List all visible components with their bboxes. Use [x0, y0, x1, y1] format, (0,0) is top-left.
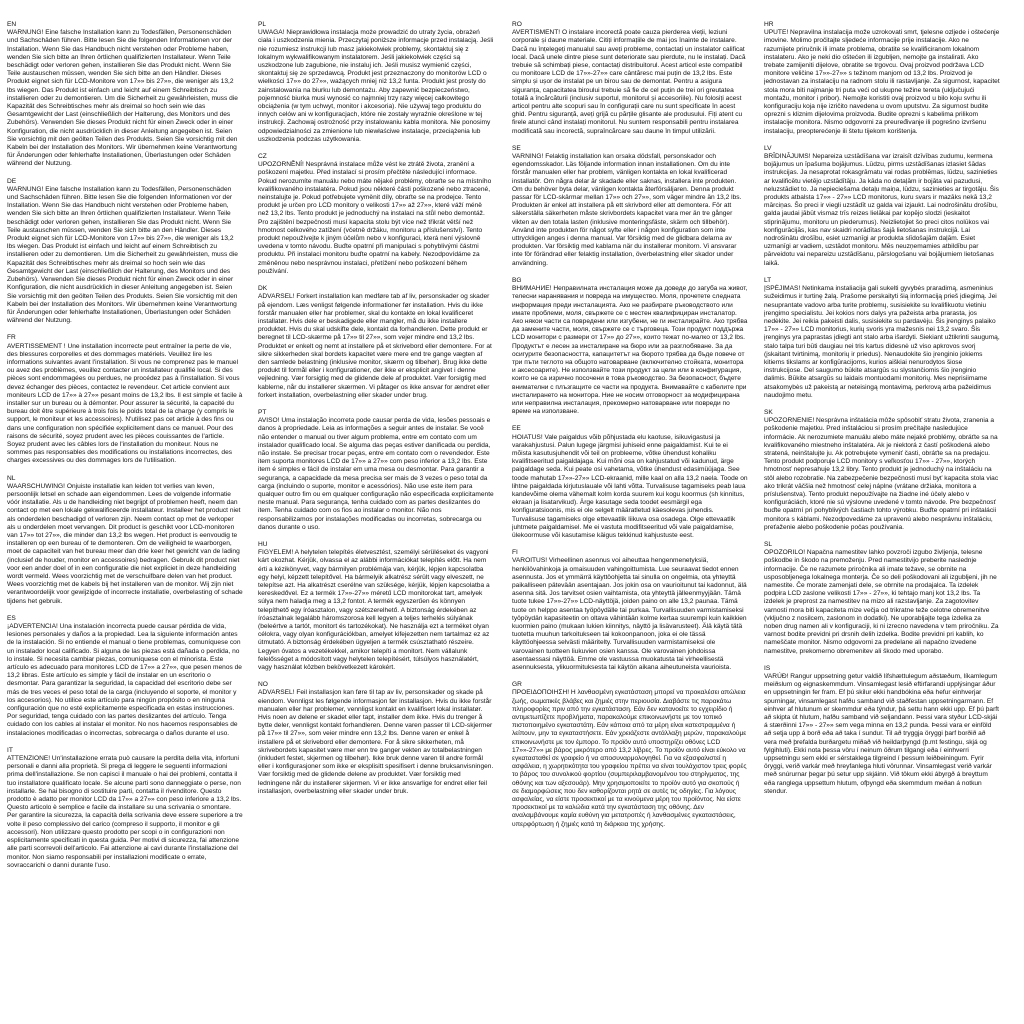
warning-text: VARNING! Felaktig installation kan orsaka dödsfall, personskador och egendomsskador. Läs följande information innan installationen. Om du inte förstår manualen eller har problem, vänligen kontakta en lokal kvalificerad installatör. Om några delar är skadade eller saknas, installera inte produkten. Om du behöver byta delar, vänligen kontakta återförsäljaren. Denna produkt passar för LCD-skärmar mellan 17»» och 27»», som väger mindre än 13,2 lbs. Produkten är enkel att installera på ett skrivbord eller att demontera. För att säkerställa säkerheten måste skrivbordets kapacitet vara mer än tre gånger vikten av den totala lasten (inklusive monteringsfäste, skärm och tillbehör). Använd inte produkten för något syfte eller i någon konfiguration som inte uttryckligen anges i denna manual. Var försiktig med de glidbara delarna av produkten. Var försiktig med kablarna när du installerar monitorn. Vi ansvarar inte för förändrad eller felaktig installation, överbelastning eller skador under användning.: [512, 153, 742, 267]
warning-block-no: [258, 681, 494, 796]
language-code: NL: [7, 474, 16, 482]
warning-block-fr: [7, 334, 243, 465]
warning-block-ee: [512, 425, 748, 540]
language-code: PL: [258, 21, 267, 28]
warning-text: ADVARSEL! Feil installasjon kan føre til tap av liv, personskader og skade på eiendom. Vennligst les følgende informasjon før installasjon. Hvis du ikke forstår manualen eller har problemer, vennligst kontakt en kvalifisert lokal installatør. Hvis noen av delene er skadet eller tapt, installer dem ikke. Hvis du trenger å bytte deler, vennligst kontakt forhandleren. Denne varen passer til LCD-skjermer på 17»» til 27»», som veier mindre enn 13,2 lbs. Denne varen er enkel å installere på et skrivebord eller demontere. For å sikre sikkerheten, må skrivebordets kapasitet være mer enn tre ganger vekten av totalbelastningen (inkludert festet, skjermen og tilbehør). Ikke bruk denne varen til andre formål eller i konfigurasjoner som ikke er eksplisitt spesifisert i denne bruksanvisningen. Vær forsiktig med de glidende delene av produktet. Vær forsiktig med ledningene når du installerer skjermen. Vi er ikke ansvarlige for endret eller feil installasjon, overbelastning eller skader under bruk.: [258, 689, 494, 795]
warning-text: BRĪDINĀJUMS! Nepareiza uzstādīšana var izraisīt dzīvības zudumu, kermena bojājumus un īpašuma bojājumus. Lūdzu, pirms uzstādīšanas izlasiet šādas instrukcijas. Ja nesaprotat rokasgrāmatu vai rodas problēmas, lūdzu, sazinieties ar kvalificētu vietējo uzstādītāju. Ja kāda no detaļām ir bojāta vai pazudusi, neluzstādiet to. Ja nepieciešama detaļu maiņa, lūdzu, sazinieties ar tirgotāju. Šis produkts atbalsta 17»» - 27»» LCD monitorus, kuru svars ir mazāks nekā 13,2 mārciņas. Šo preci ir viegli uzstādīt uz galda vai izjaukt. Lai nodrošinātu drošību, galda jaudai jābūt vismaz trīs reizes lielākai par kopējo slodzi (ieskaitot stiprinājumu, monitoru un piederumus). Neizlietojiet šo preci citos nolūkos vai konfigurācijās, kas nav skaidri norādītas šajā lietošanas instrukcijā. Lai nodrošinātu drošību, esiet uzmanīgi ar produkta slīdošajām daļām. Esiet uzmanīgi ar vadiem, uzstādot monitoru. Mēs neuzņemamies atbildību par pārveidotu vai nepareizu uzstādīšanu, pārslogošanu vai bojājumiem lietošanas laikā.: [764, 153, 999, 267]
warning-text: UPUTE! Nepravilna instalacija može uzrokovati smrt, tjelesne ozljede i oštećenje imovine. Molimo pročitajte sljedeće informacije prije instalacije. Ako ne razumijete priručnik ili imate problema, obratite se kvalificiranom lokalnom instalateru. Ako je neki dio oštećen ili izgubljen, nemojte ga instalirati. Ako trebate zamijeniti dijelove, obratite se trgovcu. Ovaj proizvod podržava LCD monitore veličine 17»»-27»» s težinom manjom od 13,2 lbs. Proizvod je jednostavan za instalaciju na radnom stolu ili rastavljanje. Za sigurnost, kapacitet stola mora biti najmanje tri puta veći od ukupne težine tereta (uključujući montažu, monitor i pribor). Nemojte koristiti ovaj proizvod u bilo koju svrhu ili konfiguraciju koja nije izričito navedena u ovom uputstvu. Za sigurnost budite oprezni s kliznim dijelovima proizvoda. Budite oprezni s kabelima prilikom instalacije monitora. Nismo odgovorni za preuređivanje ili pogrešno izvršenu instalaciju, preopterećenje ili štetu tijekom korištenja.: [764, 29, 1000, 135]
warning-block-sl: [764, 541, 1000, 656]
language-code: SE: [512, 144, 521, 152]
language-code: LT: [764, 276, 772, 284]
language-code: SK: [764, 408, 773, 416]
warning-text: UPOZORNENIE! Nesprávna inštalácia môže spôsobiť stratu života, zranenia a poškodenie majetku. Pred inštaláciou si prosím prečítajte nasledujúce informácie. Ak nerozumiete manuálu alebo máte nejaké problémy, obráťte sa na kvalifikovaného miestneho inštalatéra. Ak je niektorá z častí poškodená alebo stratená, neinštalujte ju. Ak potrebujete vymeniť časti, obráťte sa na predajcu. Tento produkt podporuje LCD monitory s veľkosťou 17»» - 27»», ktorých hmotnosť nepresahuje 13,2 libry. Tento produkt je jednoduchý na inštaláciu na stôl alebo rozobratie. Na zabezpečenie bezpečnosti musí byť kapacita stola viac ako trikrát väčšia než hmotnosť celej náplne (vrátane držiaka, monitora a príslušenstva). Tento produkt nepoužívajte na žiadne iné účely alebo v konfiguráciách, ktoré nie sú výslovne uvedené v tomto návode. Pre bezpečnosť buďte opatrní pri pohyblivých častiach tohto výrobku. Buďte opatrní pri inštalácii monitora s káblami. Nezodpovedáme za upravenú alebo nesprávnu inštaláciu, preťaženie alebo poškodenie počas používania.: [764, 417, 999, 531]
warning-block-dk: [258, 285, 494, 400]
warning-block-ro: [512, 21, 748, 136]
warning-block-se: [512, 145, 748, 268]
language-code: EE: [512, 425, 521, 433]
warning-text: ΠΡΟΕΙΔΟΠΟΙΗΣΗ! Η λανθασμένη εγκατάσταση μπορεί να προκαλέσει απώλεια ζωής, σωματικές βλάβες και ζημιές στην περιουσία. Διαβάστε τις παρακάτω πληροφορίες πριν από την εγκατάσταση. Εάν δεν κατανοείτε το εγχειρίδιο ή αντιμετωπίζετε προβλήματα, παρακαλούμε επικοινωνήστε με τον τοπικό πιστοποιημένο εγκαταστάτη. Εάν κάποια από τα μέρη είναι κατεστραμμένα ή λείπουν, μην τα εγκαταστήσετε. Εάν χρειάζεστε αντάλλαξη μερών, παρακαλούμε επικοινωνήστε με τον έμπορο. Το προϊόν αυτό υποστηρίζει οθόνες LCD 17»»-27»» με βάρος μικρότερο από 13,2 λίβρες. Το προϊόν αυτό είναι εύκολο να εγκατασταθεί σε γραφείο ή να αποσυναρμολογηθεί. Για να εξασφαλιστεί η ασφάλεια, η χωρητικότητα του γραφείου πρέπει να είναι τουλάχιστον τρεις φορές το βάρος του συνολικού φορτίου (συμπεριλαμβανομένου του στηρίγματος, της οθόνης και των αξεσουάρ). Μην χρησιμοποιείτε το προϊόν αυτό για σκοπούς ή σε διαμορφώσεις που δεν καθορίζονται ρητά σε αυτές τις οδηγίες. Για λόγους ασφαλείας, να είστε προσεκτικοί με τα κινούμενα μέρη του προϊόντος. Να είστε προσεκτικοί με τα καλώδια κατά την εγκατάσταση της οθόνης. Δεν αναλαμβάνουμε καμία ευθύνη για μετατροπές ή λανθασμένες εγκαταστάσεις, υπερφόρτωση ή ζημιές κατά τη διάρκεια της χρήσης.: [512, 689, 747, 828]
warning-block-bg: [512, 277, 748, 416]
warning-block-lv: [764, 145, 1000, 268]
warning-block-gr: [512, 681, 748, 829]
warning-block-sk: [764, 409, 1000, 532]
warning-block-cz: [258, 153, 494, 276]
language-code: IS: [764, 664, 771, 672]
language-code: GR: [512, 681, 522, 689]
warning-text: ADVARSEL! Forkert installation kan medføre tab af liv, personskader og skader på ejendom. Læs venligst følgende informationer før installation. Hvis du ikke forstår manualen eller har problemer, skal du kontakte en lokal kvalificeret installatør. Hvis dele er beskadigede eller mangler, må du ikke installere produktet. Hvis du skal udskifte dele, kontakt da forhandleren. Dette produkt er beregnet til LCD-skærme på 17»» til 27»», som vejer mindre end 13,2 lbs. Produktet er enkelt og nemt at installere på et skrivebord eller demontere. For at sikre sikkerheden skal bordets kapacitet være mere end tre gange vægten af den samlede belastning (inklusive monitor, skærm og tilbehør). Brug ikke dette produkt til formål eller i konfigurationer, der ikke er eksplicit angivet i denne vejledning. Vær forsigtig med de glidende dele af produktet. Vær forsigtig med kablerne, når du installerer skærmen. Vi påtager os ikke ansvar for ændret eller forkert installation, overbelastning eller skader under brug.: [258, 293, 492, 399]
language-code: CZ: [258, 153, 267, 161]
warning-block-de: [7, 178, 243, 326]
language-code: NO: [258, 681, 268, 689]
warning-text: HOIATUS! Vale paigaldus võib põhjustada elu kaotuse, isikuvigastusi ja varakahjustusi. Palun lugege järgmisi juhiseid enne paigaldamist. Kui te ei mõista kasutusjuhendit või teil on probleeme, võtke ühendust kohaliku kvalifitseeritud paigaldajaga. Kui mõni osa on kahjustatud või kadunud, ärge paigaldage seda. Kui peate osi vahetama, võtke ühendust edasimüüjaga. See toode mahutab 17»»-27»» LCD-ekraanid, mille kaal on alla 13,2 naela. Toode on lihtne paigaldada kirjutuslauale või lahti võtta. Turvalisuse tagamiseks peab laua kandevõime olema vähemalt kolm korda suurem kui kogu koormus (sh kinnitus, ekraan ja lisatarvikud). Ärge kasutage seda toodet eesmärgil ega konfiguratsioonis, mis ei ole selgelt määratletud käesolevas juhendis. Turvalisuse tagamiseks olge ettevaatlik liikuva osa osadega. Olge ettevaatlik juhtmete paigaldamisel. Me ei vastuta modifitseeritud või vale paigaldamise, ülekoormuse või kasutamise käigus tekkinud kahjustuste eest.: [512, 433, 748, 539]
warning-text: WARNUNG! Eine falsche Installation kann zu Todesfällen, Personenschäden und Sachschäden führen. Bitte lesen Sie die folgenden Informationen vor der Installation. Wenn Sie das Handbuch nicht verstehen oder Probleme haben, wenden Sie sich bitte an Ihren örtlichen qualifizierten Installateur. Wenn Teile beschädigt oder verloren gehen, installieren Sie das Produkt nicht. Wenn Sie Teile austauschen müssen, wenden Sie sich bitte an den Händler. Dieses Produkt eignet sich für LCD-Monitore von 17»» bis 27»», die weniger als 13,2 lbs wiegen. Das Produkt ist einfach und leicht auf einem Schreibtisch zu installieren oder zu demontieren. Um die Sicherheit zu gewährleisten, muss die Kapazität des Schreibtisches mehr als dreimal so hoch sein wie das Gesamtgewicht der Last (einschließlich der Halterung, des Monitors und des Zubehörs). Verwenden Sie dieses Produkt nicht für einen Zweck oder in einer Konfiguration, die nicht ausdrücklich in dieser Anleitung angegeben ist. Seien Sie vorsichtig mit den geölten Teilen des Produkts. Seien Sie vorsichtig mit den Kabeln bei der Installation des Monitors. Wir übernehmen keine Verantwortung für Änderungen oder fehlerhafte Installationen, Überlastungen oder Schäden während der Nutzung.: [7, 185, 238, 325]
warning-block-en: [7, 21, 243, 169]
warning-text: AVERTISSEMENT ! Une installation incorrecte peut entraîner la perte de vie, des blessures corporelles et des dommages matériels. Veuillez lire les informations suivantes avant l'installation. Si vous ne comprenez pas le manuel ou avez des problèmes, veuillez contacter un installateur qualifié local. Si des pièces sont endommagées ou perdues, ne procédez pas à l'installation. Si vous devez échanger des pièces, contactez le revendeur. Cet article convient aux moniteurs LCD de 17»» à 27»» pesant moins de 13,2 lbs. Il est simple et facile à installer sur un bureau ou à démonter. Pour assurer la sécurité, la capacité du bureau doit être supérieure à trois fois le poids total de la charge (y compris le support, le moniteur et les accessoires). N'utilisez pas cet article à des fins ou dans une configuration non spécifiée explicitement dans ce manuel. Pour des raisons de sécurité, soyez prudent avec les pièces couissantes de l'article. Soyez prudent avec les câbles lors de l'installation du moniteur. Nous ne sommes pas responsables des modifications ou installations incorrectes, des charges excessives ou des dommages lors de l'utilisation.: [7, 342, 243, 465]
warning-block-fi: [512, 549, 748, 672]
text-column-1: [7, 21, 243, 1011]
warning-block-it: [7, 747, 243, 870]
warning-text: OPOZORILO! Napačna namestitev lahko povzroči izgubo življenja, telesne poškodbe in škodo na premoženju. Pred namestitvijo preberite naslednje informacije. Če ne razumete priročnika ali imate težave, se obrnite na usposobljenega lokalnega monterja. Če so deli poškodovani ali izgubljeni, jih ne namestite. Če morate zamenjati dele, se obrnite na prodajalca. Ta izdelek podpira LCD zaslone velikosti 17»» - 27»», ki tehtajo manj kot 13,2 lbs. Ta izdelek je preprost za namestitev na mizo ali razstavljanje. Za zagotovitev varnosti mora biti kapaciteta mize večja od trikratne teže celotne obremenitve (vključno z nosilcem, zaslonom in dodatki). Ne uporabljajte tega izdelka za noben drug namen ali v konfiguraciji, ki ni izrecno navedena v tem priročniku. Za varnost bodite previdni pri drsnih delih izdelka. Bodite previdni pri kablih, ko nameščate monitor. Nismo odgovorni za predelane ali napačno izvedene namestitve, prekomerno obremenitev ali škodo med uporabo.: [764, 549, 999, 655]
text-column-3: [512, 21, 748, 1011]
language-code: DE: [7, 177, 17, 185]
warning-block-hu: [258, 541, 494, 672]
language-code: SL: [764, 540, 773, 548]
language-code: DK: [258, 285, 268, 293]
text-column-2: [258, 21, 494, 1011]
language-code: HU: [258, 540, 268, 548]
warning-block-pt: [258, 409, 494, 532]
warning-text: ĮSPĖJIMAS! Netinkama instaliacija gali sukelti gyvybės praradimą, asmeninius sužeidimus ir turtinę žalą. Prašome perskaityti šią informaciją prieš įdiegimą. Jei nesuprantate vadovo arba turite problemų, susisiekite su kvalifikuotu vietiniu įrengimo specialistu. Jei kokios nors dalys yra pažeista arba prarasta, jos nedėkite. Jei reikia pakeisti dalis, susisiekite su pardavėju. Šis įrenginys palaiko 17»» - 27»» LCD monitorius, kurių svoris yra mažesnis nei 13,2 svaro. Šis įrenginys yra paprastas įdiegti ant stalo arba išardyti. Siekiant užtikrinti saugumą, stalo talpa turi būti daugiau nei tris kartus didesnė už viso apkrovos svorį (įskaitant tvirtinimą, monitorių ir priedus). Nenaudokite šio įrenginio jokiems kitiems tikslams ar konfigūracijoms, kurios aiškiai nenurodytos šiose instrukcijose. Del saugumo būkite atsargūs su slystančiomis šio įrenginio dalimis. Būkite atsargūs su laidais montuodami monitorių. Mes neprisiimame atsakomybės už pakeistą ar neteisingą montavimą, perkrovą arba pažeidimus naudojimo metu.: [764, 285, 1000, 399]
language-code: IT: [7, 746, 13, 754]
warning-block-pl: [258, 21, 494, 144]
language-code: RO: [512, 21, 522, 28]
warning-text: AVISO! Uma instalação incorreta pode causar perda de vida, lesões pessoais e danos à propriedade. Leia as informações a seguir antes de instalar. Se você não entender o manual ou tiver algum problema, entre em contato com um instalador qualificado local. Se alguma das peças estiver danificada ou perdida, não instale. Se precisar trocar peças, entre em contato com o revendedor. Este item suporta monitores LCD de 17»» a 27»» com peso inferior a 13,2 lbs. Este item é simples e fácil de instalar em uma mesa ou desmontar. Para garantir a segurança, a capacidade da mesa precisa ser mais de 3 vezes o peso total da carga (incluindo o suporte, monitor e acessórios). Não use este item para qualquer outro fim ou em qualquer configuração não especificada explicitamente neste manual. Para segurança, tenha cuidado com as partes deslizantes do item. Tenha cuidado com os fios ao instalar o monitor. Não nos responsabilizamos por instalações modificadas ou incorretas, sobrecarga ou danos durante o uso.: [258, 417, 494, 531]
warning-text: WAARSCHUWING! Onjuiste installatie kan leiden tot verlies van leven, persoonlijk letsel en schade aan eigendommen. Lees de volgende informatie vóór installatie. Als u de handleiding niet begrijpt of problemen heeft, neem dan contact op met een lokale gekwalificeerde installateur. Installeer het product niet als onderdelen beschadigd of verloren zijn. Neem contact op met de verkoper als u onderdelen moet vervangen. Dit product is geschikt voor LCD-monitoren van 17»» tot 27»», die minder dan 13,2 lbs wegen. Het product is eenvoudig te installeren op een bureau of te demonteren. Om de veiligheid te waarborgen, moet de capaciteit van het bureau meer dan drie keer het gewicht van de lading (inclusief de houder, monitor en accessoires) bedragen. Gebruik dit product niet voor een ander doel of in een configuratie die niet expliciet in deze handleiding wordt vermeld. Wees voorzichtig met de verschuifbare delen van het product. Wees voorzichtig met de kabels bij het installeren van de monitor. Wij zijn niet verantwoordelijk voor gewijzigde of incorrecte installatie, overbelasting of schade tijdens het gebruik.: [7, 482, 243, 605]
text-column-4: [764, 21, 1000, 1011]
language-code: BG: [512, 276, 522, 284]
warning-block-nl: [7, 475, 243, 606]
warning-text: UWAGA! Nieprawidłowa instalacja może prowadzić do utraty życia, obrażeń ciała i uszkodzenia mienia. Przeczytaj poniższe informacje przed instalacją. Jeśli nie rozumiesz instrukcji lub masz jakiekolwiek problemy, skontaktuj się z lokalnym wykwalifikowanym instalatorem. Jeśli jakiekolwiek części są uszkodzone lub zagubione, nie instaluj ich. Jeśli musisz wymienić części, skontaktuj się ze sprzedawcą. Produkt jest przeznaczony do monitorów LCD o wielkości 17»» do 27»», ważących mniej niż 13,2 funta. Produkt jest prosty do zainstalowania na biurku lub demontażu. Aby zapewnić bezpieczeństwo, pojemność biurka musi wynosić co najmniej trzy razy więcej całkowitego obciążenia (w tym uchwyt, monitor i akcesoria). Nie używaj tego produktu do innych celów ani w konfiguracjach, które nie zostały wyraźnie określone w tej instrukcji. Zachowaj ostrożność przy instalowaniu kabla monitora. Nie ponosimy odpowiedzialności za zmienione lub niewłaściwe instalacje, przeciążenia lub uszkodzenia podczas użytkowania.: [258, 29, 494, 143]
warning-text: FIGYELEM! A helytelen telepítés életvesztést, személyi sérüléseket és vagyoni kárt okozhat. Kérjük, olvassa el az alábbi információkat telepítés előtt. Ha nem érti a kézikönyvet, vagy bármilyen problémája van, kérjük, lépjen kapcsolatba egy helyi, képzett telepítővel. Ha bármelyik alkatrész sérült vagy elveszett, ne telepítse azt. Ha alkatrészt cserélne van szüksége, kérjük, lépjen kapcsolatba a kereskedővel. Ez a termék 17»»-27»» méretű LCD monitorokat tart, amelyek súlya nem haladja meg a 13,2 fontot. A termék egyszerűen és könnyen telepíthető egy íróasztalon, vagy szétszerelhető. A biztonság érdekében az íróasztalnak legalább háromszorosa kell legyen a teljes terhelés súlyának (beleértve a tartót, monitort és tartozékokat). Ne használja ezt a terméket olyan célokra, vagy olyan konfigurációkban, amelyet kifejezetten nem tartalmaz ez az útmutató. A biztonság érdekében ügyeljen a termék csúsztatható részeire. Legyen óvatos a vezetékekkel, amikor telepíti a monitort. Nem vállalunk felelősséget a módosított vagy helytelen telepítésért, túlsúlyos használatért, vagy használat közben bekövetkezett károkért.: [258, 549, 490, 672]
warning-text: ATTENZIONE! Un'installazione errata può causare la perdita della vita, infortuni personali e danni alla proprietà. Si prega di leggere le seguenti informazioni prima dell'installazione. Se non capisci il manuale o hai dei problemi, contatta il tuo installatore qualificato locale. Se alcune parti sono danneggiate o perse, non installarle. Se hai bisogno di sostituire parti, contatta il rivenditore. Questo prodotto è adatto per monitor LCD da 17»» a 27»» con peso inferiore a 13,2 lbs. Questo articolo è semplice e facile da installare su una scrivania o smontare. Per garantire la sicurezza, la capacità della scrivania deve essere superiore a tre volte il peso complessivo del carico (compreso il supporto, il monitor e gli accessori). Non utilizzare questo prodotto per scopi o in configurazioni non esplicitamente specificati in questa guida. Per motivi di sicurezza, fai attenzione alle parti scorrevoli dell'articolo. Fai attenzione ai cavi durante l'installazione del monitor. Non siamo responsabili per installazioni modificate o errate, sovraccarichi o danni durante l'uso.: [7, 755, 243, 869]
warning-text: UPOZORNĚNÍ! Nesprávná instalace může vést ke ztrátě života, zranění a poškození majetku. Před instalací si prosím přečtěte následující informace. Pokud nerozumíte manuálu nebo máte nějaké problémy, obraťte se na místního kvalifikovaného instalatéra. Pokud jsou některé části poškozené nebo ztracené, neinstalujte je. Pokud potřebujete vyměnit díly, obraťte se na prodejce. Tento produkt je určen pro LCD monitory o velikosti 17»» až 27»», které váží méně než 13,2 lbs. Tento produkt je jednoduchý na instalaci na stůl nebo demontáž. Pro zajištění bezpečnosti musí kapacita stolu být více než třikrát větší než hmotnost celkového zatížení (včetně držáku, monitoru a příslušenství). Tento produkt nepoužívejte k jiným účelům nebo v konfiguraci, která není výslovně uvedena v tomto návodu. Buďte opatrní při manipulaci s pohyblivými částmi produktu. Při instalaci monitoru buďte opatrní na kabely. Nezodpovídáme za změněnou nebo nesprávnou instalaci, přetížení nebo poškození během používání.: [258, 161, 492, 275]
language-code: LV: [764, 144, 772, 152]
warning-text: ВНИМАНИЕ! Неправилната инсталация може да доведе до загуба на живот, телесни наранявания и повреда на имущество. Моля, прочетете следната информация преди инсталацията. Ако не разбирате ръководството или имате проблеми, моля, свържете се с местен квалифициран инсталатор. Ако някои части са повредени или изгубени, не ги инсталирайте. Ако трябва да замените части, моля, свържете се с търговеца. Този продукт поддържа LCD монитори с размери от 17»» до 27»», които тежат по-малко от 13,2 lbs. Продуктът е лесен за инсталиране на бюро или за разглобяване. За да осигурите безопасността, капацитетът на бюрото трябва да бъде повече от три пъти теглото на общото натоварване (включително стойката, монитора и аксесоарите). Не използвайте този продукт за цели или в конфигурация, които не са изрично посочени в това ръководство. За безопасност, бъдете внимателни с плъзгащите се части на продукта. Внимавайте с кабелите при инсталирането на монитора. Ние не носим отговорност за модифицирана или неправилна инсталация, прекомерно натоварване или повреди по време на използване.: [512, 285, 748, 416]
warning-block-is: [764, 665, 1000, 796]
warning-text: ¡ADVERTENCIA! Una instalación incorrecta puede causar pérdida de vida, lesiones personales y daños a la propiedad. Lea la siguiente información antes de la instalación. Si no entiende el manual o tiene problemas, comuníquese con un instalador local calificado. Si alguna de las piezas está dañada o perdida, no lo instale. Si necesita cambiar piezas, comuníquese con el minorista. Este artículo es adecuado para monitores LCD de 17»» a 27»», que pesen menos de 13,2 libras. Este artículo es simple y fácil de instalar en un escritorio o desmontar. Para garantizar la seguridad, la capacidad del escritorio debe ser más de tres veces el peso total de la carga (incluyendo el soporte, el monitor y los accesorios). No utilice este artículo para ningún propósito o en ninguna configuración que no esté explícitamente especificada en estas instrucciones. Por seguridad, tenga cuidado con las partes deslizantes del artículo. Tenga cuidado con los cables al instalar el monitor. No nos hacemos responsables de instalaciones modificadas o incorrectas, sobrecarga o daños durante el uso.: [7, 623, 242, 737]
language-code: EN: [7, 21, 17, 28]
language-code: PT: [258, 408, 267, 416]
warning-block-hr: [764, 21, 1000, 136]
warning-block-es: [7, 615, 243, 738]
language-code: FI: [512, 549, 518, 557]
warning-block-lt: [764, 277, 1000, 400]
warning-text: AVERTISMENT! O instalare incorectă poate cauza pierderea vieții, leziuni corporale și daune materiale. Citiți informațiile de mai jos înainte de instalare. Dacă nu înțelegeți manualul sau aveți probleme, contactați un instalator calificat local. Dacă unele dintre piese sunt deteriorate sau pierdute, nu le instalați. Dacă trebuie să schimbați piese, contactați distribuitorul. Acest articol este compatibil cu monitoare LCD de 17»»-27»» care cântăresc mai puțin de 13,2 lbs. Este simplu și ușor de instalat pe un birou sau de demontat. Pentru a asigura siguranța, capacitatea biroului trebuie să fie de cel puțin de trei ori greutatea totală a încărcăturii (inclusiv suportul, monitorul și accesoriile). Nu folosiți acest articol pentru alte scopuri sau în configurații care nu sunt specificate în acest ghid. Pentru siguranță, aveți grijă cu părțile glisante ale produsului. Fiți atent cu firele atunci când instalați monitorul. Nu suntem responsabili pentru instalarea modificată sau incorectă, supraîncărcare sau daune în timpul utilizării.: [512, 29, 746, 135]
warning-text: VARÚÐ! Rangur uppsetning getur valdið lífshættulegum aðstæðum, líkamlegum meiðslum og eignaskemmdum. Vinsamlegast lesið eftirfarandi upplýsingar áður en uppsetningin fer fram. Ef þú skilur ekki handbókina eða hefur einhverjar spurningar, vinsamlegast hafðu samband við staðfestan uppsetningarmann. Ef einhver af hlutunum er skemmdur eða týndur, þá settu hann ekki upp. Ef þú þarft að skipta út hlutum, hafðu samband við seljandann. Þessi vara styður LCD-skjái á stærðinni 17»» - 27»» sem vega minna en 13,2 punda. Þessi vara er einföld að setja upp á borð eða að taka í sundur. Til að tryggja öryggi þarf borðið að vera með þrefalda burðargetu miðað við heildarþyngd (þ.mt festingu, skjá og fylgihluti). Ekki nota þessa vöru í neinum öðrum tilgangi eða í einhverri uppsetningu sem ekki er sérstaklega tilgreind í þessum leiðbeiningum. Fyrir öryggi, verið varkár með hreyfanlega hluti vörunnar. Vinsamlegast verið varkár með snúrurnar þegar þú setur upp skjáinn. Við tökum ekki ábyrgð á breyttum eða ranglega uppsettum hlutum, ofþyngd eða skemmdum meðan á notkun stendur.: [764, 673, 999, 795]
language-code: ES: [7, 614, 16, 622]
language-code: FR: [7, 334, 16, 342]
warning-text: VAROITUS! Virheellinen asennus voi aiheuttaa hengenmenetyksiä, henkilövahinkoja ja omaisuuden vahingoittumista. Lue seuraavat tiedot ennen asennusta. Jos et ymmärrä käyttöohjetta tai sinulla on ongelmia, ota yhteyttä paikalliseen pätevään asentajaan. Jos jokin osa on vaurioitunut tai kadonnut, älä asenna sitä. Jos tarvitset osien vaihtamista, ota yhteyttä jälleenmyyjään. Tämä tuote tukee 17»»-27»» LCD-näyttöjä, joiden paino on alle 13,2 paunaa. Tämä tuote on helppo asentaa työpöydälle tai purkaa. Turvallisuuden varmistamiseksi työpöydän kapasiteetin on oltava vähintään kolme kertaa suurempi kuin kaikkien kuormien paino (mukaan lukien kiinnitys, näyttö ja lisävarusteet). Älä käytä tätä tuotetta muuhun tarkoitukseen tai kokoonpanoon, joka ei ole tässä käyttöohjeessa selvästi määritelty. Turvallisuuden varmistamiseksi ole varovainen tuotteen liukuvien osien kanssa. Ole varovainen johdoissa asentaessasi näyttöä. Emme ole vastuussa muokatusta tai virheellisestä asennuksesta, ylikuormituksesta tai käytön aikana aiheutuneista vaurioista.: [512, 557, 747, 672]
warning-text: WARNUNG! Eine falsche Installation kann zu Todesfällen, Personenschäden und Sachschäden führen. Bitte lesen Sie die folgenden Informationen vor der Installation. Wenn Sie das Handbuch nicht verstehen oder Probleme haben, wenden Sie sich bitte an Ihren örtlichen qualifizierten Installateur. Wenn Teile beschädigt oder verloren gehen, installieren Sie das Produkt nicht. Wenn Sie Teile austauschen müssen, wenden Sie sich bitte an den Händler. Dieses Produkt eignet sich für LCD-Monitore von 17»» bis 27»», die weniger als 13,2 lbs wiegen. Das Produkt ist einfach und leicht auf einem Schreibtisch zu installieren oder zu demontieren. Um die Sicherheit zu gewährleisten, muss die Kapazität des Schreibtisches mehr als dreimal so hoch sein wie das Gesamtgewicht der Last (einschließlich der Halterung, des Monitors und des Zubehörs). Verwenden Sie dieses Produkt nicht für einen Zweck oder in einer Konfiguration, die nicht ausdrücklich in dieser Anleitung angegeben ist. Seien Sie vorsichtig mit den geölten Teilen des Produkts. Seien Sie vorsichtig mit den Kabeln bei der Installation des Monitors. Wir übernehmen keine Verantwortung für Änderungen oder fehlerhafte Installationen, Überlastungen oder Schäden während der Nutzung.: [7, 29, 238, 168]
language-code: HR: [764, 21, 774, 28]
